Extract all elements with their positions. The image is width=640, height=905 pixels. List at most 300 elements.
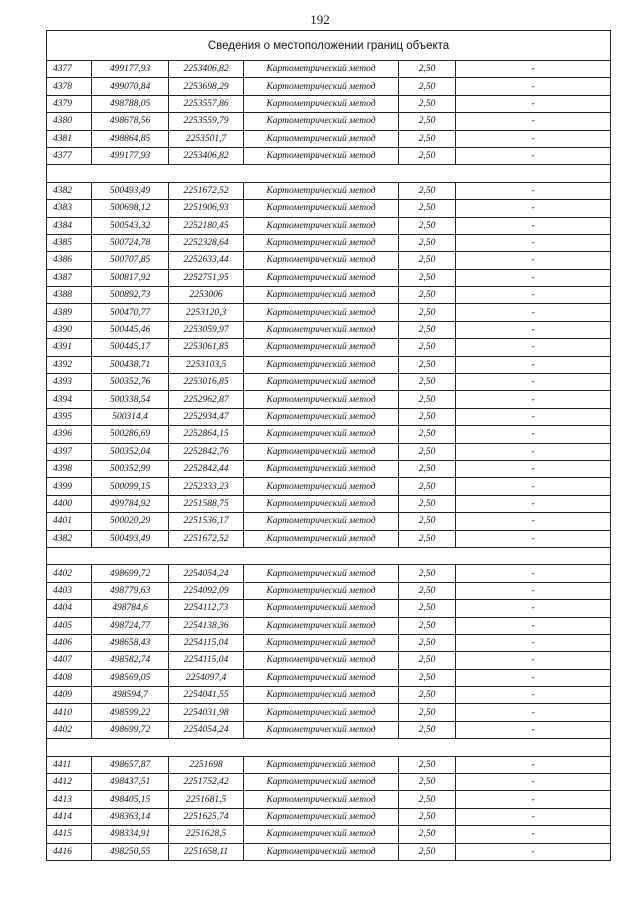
description-cell: - [456, 252, 611, 269]
x-coordinate-cell: 498437,51 [92, 774, 169, 791]
method-cell: Картометрический метод [244, 600, 399, 617]
description-cell: - [456, 687, 611, 704]
method-cell: Картометрический метод [244, 617, 399, 634]
x-coordinate-cell: 498658,43 [92, 634, 169, 651]
point-number-cell: 4390 [47, 321, 92, 338]
accuracy-cell: 2,50 [399, 287, 456, 304]
table-row [47, 356, 611, 373]
x-coordinate-cell: 499784,92 [92, 495, 169, 512]
accuracy-cell: 2,50 [399, 147, 456, 164]
x-coordinate-cell: 498594,7 [92, 687, 169, 704]
point-number-cell: 4415 [47, 826, 92, 843]
table-row [47, 252, 611, 269]
accuracy-cell: 2,50 [399, 826, 456, 843]
accuracy-cell: 2,50 [399, 687, 456, 704]
table-row [47, 130, 611, 147]
description-cell: - [456, 617, 611, 634]
method-cell: Картометрический метод [244, 530, 399, 547]
x-coordinate-cell: 500543,32 [92, 217, 169, 234]
accuracy-cell: 2,50 [399, 95, 456, 112]
y-coordinate-cell: 2251536,17 [169, 513, 244, 530]
method-cell: Картометрический метод [244, 374, 399, 391]
y-coordinate-cell: 2252842,76 [169, 443, 244, 460]
description-cell: - [456, 652, 611, 669]
point-number-cell: 4395 [47, 408, 92, 425]
method-cell: Картометрический метод [244, 756, 399, 773]
description-cell: - [456, 95, 611, 112]
table-row [47, 826, 611, 843]
x-coordinate-cell: 500707,85 [92, 252, 169, 269]
accuracy-cell: 2,50 [399, 843, 456, 860]
y-coordinate-cell: 2254092,09 [169, 582, 244, 599]
y-coordinate-cell: 2253016,85 [169, 374, 244, 391]
point-number-cell: 4401 [47, 513, 92, 530]
table-header-row [47, 31, 611, 61]
contour-separator-row [47, 547, 611, 564]
description-cell: - [456, 130, 611, 147]
method-cell: Картометрический метод [244, 321, 399, 338]
y-coordinate-cell: 2253557,86 [169, 95, 244, 112]
accuracy-cell: 2,50 [399, 721, 456, 738]
y-coordinate-cell: 2251588,75 [169, 495, 244, 512]
table-row [47, 182, 611, 199]
boundary-coordinates-table [46, 30, 611, 861]
description-cell: - [456, 113, 611, 130]
method-cell: Картометрический метод [244, 304, 399, 321]
table-row [47, 756, 611, 773]
y-coordinate-cell: 2253103,5 [169, 356, 244, 373]
x-coordinate-cell: 498599,22 [92, 704, 169, 721]
x-coordinate-cell: 500338,54 [92, 391, 169, 408]
accuracy-cell: 2,50 [399, 269, 456, 286]
point-number-cell: 4377 [47, 147, 92, 164]
y-coordinate-cell: 2253059,97 [169, 321, 244, 338]
method-cell: Картометрический метод [244, 391, 399, 408]
description-cell: - [456, 565, 611, 582]
accuracy-cell: 2,50 [399, 200, 456, 217]
x-coordinate-cell: 498864,85 [92, 130, 169, 147]
y-coordinate-cell: 2252333,23 [169, 478, 244, 495]
separator-cell [47, 739, 611, 756]
accuracy-cell: 2,50 [399, 78, 456, 95]
method-cell: Картометрический метод [244, 565, 399, 582]
method-cell: Картометрический метод [244, 721, 399, 738]
point-number-cell: 4393 [47, 374, 92, 391]
y-coordinate-cell: 2251672,52 [169, 530, 244, 547]
point-number-cell: 4414 [47, 808, 92, 825]
point-number-cell: 4378 [47, 78, 92, 95]
point-number-cell: 4404 [47, 600, 92, 617]
description-cell: - [456, 495, 611, 512]
accuracy-cell: 2,50 [399, 130, 456, 147]
x-coordinate-cell: 500352,04 [92, 443, 169, 460]
contour-separator-row [47, 739, 611, 756]
description-cell: - [456, 756, 611, 773]
accuracy-cell: 2,50 [399, 652, 456, 669]
point-number-cell: 4398 [47, 460, 92, 477]
method-cell: Картометрический метод [244, 200, 399, 217]
accuracy-cell: 2,50 [399, 582, 456, 599]
description-cell: - [456, 704, 611, 721]
x-coordinate-cell: 500438,71 [92, 356, 169, 373]
table-row [47, 774, 611, 791]
y-coordinate-cell: 2252864,15 [169, 426, 244, 443]
x-coordinate-cell: 499177,93 [92, 61, 169, 78]
table-row [47, 617, 611, 634]
x-coordinate-cell: 498784,6 [92, 600, 169, 617]
accuracy-cell: 2,50 [399, 530, 456, 547]
description-cell: - [456, 269, 611, 286]
accuracy-cell: 2,50 [399, 791, 456, 808]
accuracy-cell: 2,50 [399, 495, 456, 512]
method-cell: Картометрический метод [244, 791, 399, 808]
description-cell: - [456, 721, 611, 738]
accuracy-cell: 2,50 [399, 374, 456, 391]
method-cell: Картометрический метод [244, 252, 399, 269]
y-coordinate-cell: 2251625,74 [169, 808, 244, 825]
method-cell: Картометрический метод [244, 234, 399, 251]
table-row [47, 495, 611, 512]
method-cell: Картометрический метод [244, 426, 399, 443]
description-cell: - [456, 304, 611, 321]
method-cell: Картометрический метод [244, 61, 399, 78]
method-cell: Картометрический метод [244, 687, 399, 704]
description-cell: - [456, 287, 611, 304]
table-row [47, 61, 611, 78]
page-number: 192 [310, 12, 330, 27]
description-cell: - [456, 234, 611, 251]
accuracy-cell: 2,50 [399, 217, 456, 234]
point-number-cell: 4402 [47, 721, 92, 738]
method-cell: Картометрический метод [244, 182, 399, 199]
description-cell: - [456, 826, 611, 843]
x-coordinate-cell: 500892,73 [92, 287, 169, 304]
point-number-cell: 4413 [47, 791, 92, 808]
accuracy-cell: 2,50 [399, 634, 456, 651]
table-row [47, 147, 611, 164]
point-number-cell: 4377 [47, 61, 92, 78]
method-cell: Картометрический метод [244, 339, 399, 356]
method-cell: Картометрический метод [244, 495, 399, 512]
point-number-cell: 4416 [47, 843, 92, 860]
y-coordinate-cell: 2254031,98 [169, 704, 244, 721]
point-number-cell: 4396 [47, 426, 92, 443]
description-cell: - [456, 443, 611, 460]
table-row [47, 808, 611, 825]
accuracy-cell: 2,50 [399, 321, 456, 338]
description-cell: - [456, 339, 611, 356]
method-cell: Картометрический метод [244, 78, 399, 95]
point-number-cell: 4383 [47, 200, 92, 217]
y-coordinate-cell: 2252633,44 [169, 252, 244, 269]
accuracy-cell: 2,50 [399, 669, 456, 686]
method-cell: Картометрический метод [244, 634, 399, 651]
table-row [47, 843, 611, 860]
table-row [47, 339, 611, 356]
method-cell: Картометрический метод [244, 356, 399, 373]
y-coordinate-cell: 2252751,95 [169, 269, 244, 286]
x-coordinate-cell: 500352,99 [92, 460, 169, 477]
point-number-cell: 4402 [47, 565, 92, 582]
x-coordinate-cell: 500352,76 [92, 374, 169, 391]
x-coordinate-cell: 498678,56 [92, 113, 169, 130]
table-row [47, 652, 611, 669]
accuracy-cell: 2,50 [399, 182, 456, 199]
x-coordinate-cell: 500724,78 [92, 234, 169, 251]
method-cell: Картометрический метод [244, 808, 399, 825]
x-coordinate-cell: 500493,49 [92, 530, 169, 547]
description-cell: - [456, 78, 611, 95]
point-number-cell: 4397 [47, 443, 92, 460]
y-coordinate-cell: 2251752,42 [169, 774, 244, 791]
y-coordinate-cell: 2254097,4 [169, 669, 244, 686]
description-cell: - [456, 634, 611, 651]
accuracy-cell: 2,50 [399, 61, 456, 78]
table-row [47, 704, 611, 721]
table-row [47, 321, 611, 338]
accuracy-cell: 2,50 [399, 478, 456, 495]
x-coordinate-cell: 500470,77 [92, 304, 169, 321]
table-row [47, 687, 611, 704]
description-cell: - [456, 513, 611, 530]
description-cell: - [456, 669, 611, 686]
description-cell: - [456, 356, 611, 373]
description-cell: - [456, 321, 611, 338]
point-number-cell: 4388 [47, 287, 92, 304]
y-coordinate-cell: 2251681,5 [169, 791, 244, 808]
table-row [47, 582, 611, 599]
table-row [47, 478, 611, 495]
point-number-cell: 4403 [47, 582, 92, 599]
description-cell: - [456, 374, 611, 391]
table-row [47, 669, 611, 686]
y-coordinate-cell: 2251672,52 [169, 182, 244, 199]
description-cell: - [456, 478, 611, 495]
y-coordinate-cell: 2254054,24 [169, 721, 244, 738]
description-cell: - [456, 200, 611, 217]
method-cell: Картометрический метод [244, 460, 399, 477]
y-coordinate-cell: 2251906,93 [169, 200, 244, 217]
point-number-cell: 4384 [47, 217, 92, 234]
y-coordinate-cell: 2253698,29 [169, 78, 244, 95]
table-row [47, 443, 611, 460]
accuracy-cell: 2,50 [399, 600, 456, 617]
point-number-cell: 4406 [47, 634, 92, 651]
point-number-cell: 4386 [47, 252, 92, 269]
table-row [47, 287, 611, 304]
y-coordinate-cell: 2252934,47 [169, 408, 244, 425]
x-coordinate-cell: 498334,91 [92, 826, 169, 843]
table-row [47, 374, 611, 391]
table-row [47, 530, 611, 547]
table-row [47, 634, 611, 651]
point-number-cell: 4389 [47, 304, 92, 321]
method-cell: Картометрический метод [244, 669, 399, 686]
method-cell: Картометрический метод [244, 826, 399, 843]
x-coordinate-cell: 500698,12 [92, 200, 169, 217]
y-coordinate-cell: 2253559,79 [169, 113, 244, 130]
y-coordinate-cell: 2252180,45 [169, 217, 244, 234]
description-cell: - [456, 408, 611, 425]
accuracy-cell: 2,50 [399, 513, 456, 530]
description-cell: - [456, 426, 611, 443]
method-cell: Картометрический метод [244, 269, 399, 286]
method-cell: Картометрический метод [244, 217, 399, 234]
x-coordinate-cell: 500817,92 [92, 269, 169, 286]
separator-cell [47, 165, 611, 182]
point-number-cell: 4411 [47, 756, 92, 773]
accuracy-cell: 2,50 [399, 774, 456, 791]
point-number-cell: 4409 [47, 687, 92, 704]
point-number-cell: 4382 [47, 182, 92, 199]
point-number-cell: 4400 [47, 495, 92, 512]
contour-separator-row [47, 165, 611, 182]
table-row [47, 95, 611, 112]
description-cell: - [456, 530, 611, 547]
y-coordinate-cell: 2252328,64 [169, 234, 244, 251]
point-number-cell: 4382 [47, 530, 92, 547]
y-coordinate-cell: 2253120,3 [169, 304, 244, 321]
table-row [47, 408, 611, 425]
method-cell: Картометрический метод [244, 774, 399, 791]
y-coordinate-cell: 2254138,36 [169, 617, 244, 634]
table-row [47, 200, 611, 217]
description-cell: - [456, 582, 611, 599]
x-coordinate-cell: 500445,17 [92, 339, 169, 356]
y-coordinate-cell: 2254054,24 [169, 565, 244, 582]
accuracy-cell: 2,50 [399, 565, 456, 582]
table-row [47, 304, 611, 321]
table-row [47, 269, 611, 286]
accuracy-cell: 2,50 [399, 617, 456, 634]
accuracy-cell: 2,50 [399, 756, 456, 773]
x-coordinate-cell: 500445,46 [92, 321, 169, 338]
x-coordinate-cell: 500493,49 [92, 182, 169, 199]
method-cell: Картометрический метод [244, 130, 399, 147]
x-coordinate-cell: 499070,84 [92, 78, 169, 95]
accuracy-cell: 2,50 [399, 234, 456, 251]
method-cell: Картометрический метод [244, 113, 399, 130]
y-coordinate-cell: 2253006 [169, 287, 244, 304]
point-number-cell: 4379 [47, 95, 92, 112]
method-cell: Картометрический метод [244, 287, 399, 304]
y-coordinate-cell: 2254112,73 [169, 600, 244, 617]
point-number-cell: 4391 [47, 339, 92, 356]
accuracy-cell: 2,50 [399, 426, 456, 443]
method-cell: Картометрический метод [244, 443, 399, 460]
table-row [47, 565, 611, 582]
point-number-cell: 4408 [47, 669, 92, 686]
description-cell: - [456, 600, 611, 617]
y-coordinate-cell: 2254041,55 [169, 687, 244, 704]
x-coordinate-cell: 498699,72 [92, 565, 169, 582]
accuracy-cell: 2,50 [399, 252, 456, 269]
point-number-cell: 4394 [47, 391, 92, 408]
x-coordinate-cell: 498779,63 [92, 582, 169, 599]
accuracy-cell: 2,50 [399, 808, 456, 825]
x-coordinate-cell: 498569,05 [92, 669, 169, 686]
table-row [47, 78, 611, 95]
point-number-cell: 4410 [47, 704, 92, 721]
x-coordinate-cell: 498250,55 [92, 843, 169, 860]
y-coordinate-cell: 2253406,82 [169, 147, 244, 164]
table-row [47, 513, 611, 530]
x-coordinate-cell: 499177,93 [92, 147, 169, 164]
y-coordinate-cell: 2252842,44 [169, 460, 244, 477]
table-row [47, 234, 611, 251]
y-coordinate-cell: 2251628,5 [169, 826, 244, 843]
method-cell: Картометрический метод [244, 652, 399, 669]
method-cell: Картометрический метод [244, 478, 399, 495]
table-row [47, 391, 611, 408]
point-number-cell: 4405 [47, 617, 92, 634]
y-coordinate-cell: 2253501,7 [169, 130, 244, 147]
description-cell: - [456, 774, 611, 791]
table-row [47, 460, 611, 477]
method-cell: Картометрический метод [244, 408, 399, 425]
description-cell: - [456, 460, 611, 477]
method-cell: Картометрический метод [244, 147, 399, 164]
x-coordinate-cell: 498657,87 [92, 756, 169, 773]
x-coordinate-cell: 498788,05 [92, 95, 169, 112]
y-coordinate-cell: 2251658,11 [169, 843, 244, 860]
accuracy-cell: 2,50 [399, 113, 456, 130]
point-number-cell: 4387 [47, 269, 92, 286]
accuracy-cell: 2,50 [399, 704, 456, 721]
method-cell: Картометрический метод [244, 513, 399, 530]
x-coordinate-cell: 500020,29 [92, 513, 169, 530]
table-row [47, 721, 611, 738]
description-cell: - [456, 217, 611, 234]
accuracy-cell: 2,50 [399, 339, 456, 356]
point-number-cell: 4380 [47, 113, 92, 130]
method-cell: Картометрический метод [244, 582, 399, 599]
description-cell: - [456, 808, 611, 825]
point-number-cell: 4399 [47, 478, 92, 495]
y-coordinate-cell: 2253406,82 [169, 61, 244, 78]
y-coordinate-cell: 2254115,04 [169, 652, 244, 669]
y-coordinate-cell: 2251698 [169, 756, 244, 773]
description-cell: - [456, 147, 611, 164]
table-title: Сведения о местоположении границ объекта [47, 31, 611, 61]
accuracy-cell: 2,50 [399, 356, 456, 373]
description-cell: - [456, 391, 611, 408]
method-cell: Картометрический метод [244, 704, 399, 721]
point-number-cell: 4412 [47, 774, 92, 791]
y-coordinate-cell: 2254115,04 [169, 634, 244, 651]
x-coordinate-cell: 498363,14 [92, 808, 169, 825]
table-row [47, 791, 611, 808]
point-number-cell: 4381 [47, 130, 92, 147]
description-cell: - [456, 182, 611, 199]
point-number-cell: 4407 [47, 652, 92, 669]
accuracy-cell: 2,50 [399, 391, 456, 408]
x-coordinate-cell: 498724,77 [92, 617, 169, 634]
separator-cell [47, 547, 611, 564]
accuracy-cell: 2,50 [399, 460, 456, 477]
method-cell: Картометрический метод [244, 843, 399, 860]
x-coordinate-cell: 498582,74 [92, 652, 169, 669]
table-row [47, 600, 611, 617]
x-coordinate-cell: 498405,15 [92, 791, 169, 808]
table-row [47, 426, 611, 443]
method-cell: Картометрический метод [244, 95, 399, 112]
accuracy-cell: 2,50 [399, 443, 456, 460]
x-coordinate-cell: 498699,72 [92, 721, 169, 738]
x-coordinate-cell: 500286,69 [92, 426, 169, 443]
point-number-cell: 4385 [47, 234, 92, 251]
table-row [47, 217, 611, 234]
